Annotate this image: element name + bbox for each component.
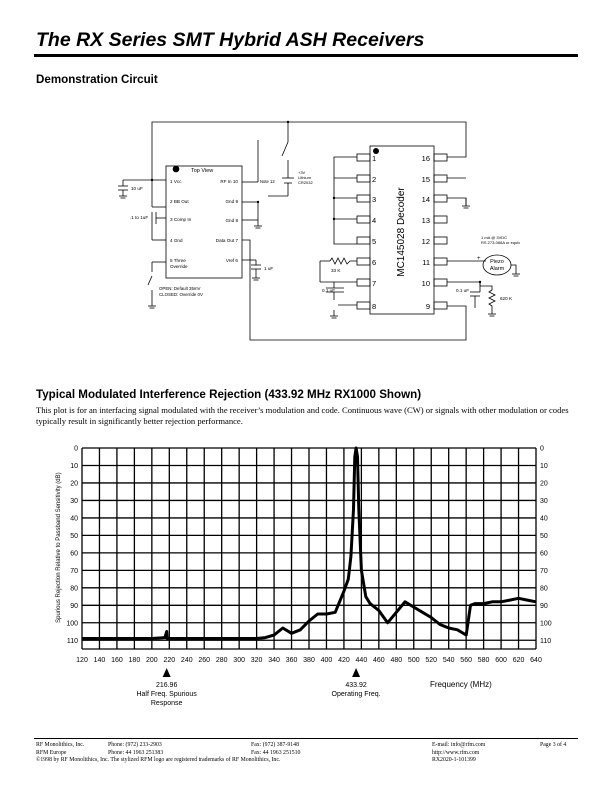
decoder-pin-5: 5 — [372, 237, 377, 246]
y-tick-label-right: 40 — [540, 515, 548, 523]
y-tick-label: 30 — [70, 497, 78, 505]
decoder-pin-12: 12 — [421, 237, 430, 246]
pin-vref: Vref 6 — [225, 258, 238, 263]
x-tick-label: 240 — [180, 657, 193, 664]
y-tick-label: 110 — [66, 637, 78, 645]
piezo-label-2: Alarm — [489, 266, 505, 272]
note-label: Note 12 — [260, 179, 275, 184]
footer-fax — [251, 742, 300, 757]
piezo-label-1: Piezo — [490, 259, 504, 265]
alarm-spec-2: RS 273-068A or equiv — [481, 240, 521, 245]
x-tick-label: 580 — [477, 657, 490, 664]
footer-company-2: RFM Europe — [36, 749, 67, 756]
c4-label: 0.1 uF — [456, 288, 470, 293]
battery-label-2: Lithium — [298, 175, 311, 180]
chart-description: This plot is for an interfacing signal modulated with the receiver’s modulation and code. Continuous wave (CW) or signals with other modulation or codes typically result in significantly better rejection performance. — [36, 405, 569, 426]
y-tick-label-right: 50 — [540, 532, 548, 540]
pin-vcc: 1 Vcc — [170, 179, 182, 184]
x-tick-label: 460 — [373, 657, 385, 664]
y-tick-label: 60 — [70, 550, 78, 558]
pin-bb-out: 2 BB Out — [170, 199, 189, 204]
r1-label: 33 K — [331, 268, 341, 273]
r2-label: 620 K — [500, 296, 513, 301]
x-tick-label: 220 — [163, 657, 176, 664]
x-tick-label: 500 — [407, 657, 420, 664]
x-tick-label: 640 — [530, 657, 542, 664]
x-tick-label: 300 — [233, 657, 245, 664]
cap-10uf-label: 10 uF — [131, 186, 143, 191]
y-ticks-left — [66, 446, 78, 645]
footer-copyright: ©1998 by RF Monolithics, Inc. The stylized RFM logo are registered trademarks of RF Monolithics, Inc. — [36, 757, 281, 763]
battery-label-1: +3V — [298, 170, 306, 175]
pin-gnd8: Gnd 8 — [225, 218, 238, 223]
pin-gnd: 4 Gnd — [170, 238, 183, 243]
pin-rf-in: RF In 10 — [220, 179, 238, 184]
pin-override: Override — [170, 264, 188, 269]
top-view-label: Top View — [191, 168, 214, 174]
x-tick-label: 480 — [390, 657, 403, 664]
x-ticks — [76, 657, 542, 664]
decoder-pin-1: 1 — [372, 154, 377, 163]
vref-cap-label: 1 uF — [264, 266, 274, 271]
x-tick-label: 360 — [285, 657, 298, 664]
y-tick-label-right: 110 — [540, 637, 552, 645]
x-tick-label: 400 — [320, 657, 333, 664]
x-tick-label: 520 — [425, 657, 438, 664]
closed-label: CLOSED: Override 0V — [159, 292, 203, 297]
footer-page: Page 3 of 4 — [540, 742, 567, 748]
annotation-label: Response — [150, 700, 183, 707]
footer-contact — [432, 742, 485, 765]
annotation-arrow — [352, 668, 360, 677]
x-tick-label: 380 — [303, 657, 315, 664]
y-tick-label: 100 — [66, 620, 78, 628]
y-tick-label: 70 — [70, 567, 78, 575]
pin-three: 5 Three — [170, 258, 186, 263]
pin-gnd9: Gnd 9 — [225, 199, 238, 204]
y-tick-label-right: 100 — [540, 620, 552, 628]
y-tick-label-right: 70 — [540, 567, 548, 575]
footer-rule — [34, 738, 578, 739]
annotation-value: 216.96 — [155, 682, 178, 689]
pin-comp-in: 3 Comp In — [170, 217, 192, 222]
c3-label: 0.1 uF — [322, 288, 336, 293]
y-tick-label: 0 — [74, 445, 78, 453]
decoder-pin-9: 9 — [425, 302, 430, 311]
footer-fax-2: Fax: 44 1963 251510 — [251, 749, 301, 756]
x-tick-label: 260 — [198, 657, 211, 664]
x-axis-label: Frequency (MHz) — [430, 680, 492, 689]
y-tick-label-right: 30 — [540, 497, 548, 505]
decoder-pin-8: 8 — [372, 302, 377, 311]
y-tick-label: 50 — [70, 532, 78, 540]
y-tick-label: 80 — [70, 585, 78, 593]
footer-company-1: RF Monolithics, Inc. — [36, 742, 85, 748]
decoder-pin-16: 16 — [421, 154, 430, 163]
x-tick-label: 620 — [512, 657, 525, 664]
footer-phone — [108, 742, 163, 757]
footer-email[interactable]: E-mail: info@rfm.com — [432, 742, 486, 748]
x-tick-label: 120 — [76, 657, 88, 664]
y-tick-label: 20 — [70, 480, 78, 488]
rejection-chart — [0, 438, 612, 720]
x-tick-label: 340 — [268, 657, 280, 664]
schematic — [0, 0, 612, 345]
footer-web[interactable]: http://www.rfm.com — [432, 749, 480, 756]
y-tick-label-right: 0 — [540, 445, 544, 453]
x-tick-label: 560 — [460, 657, 472, 664]
decoder-pin-11: 11 — [422, 258, 430, 267]
footer-phone-1: Phone: (972) 233-2903 — [108, 742, 162, 748]
annotation-value: 433.92 — [345, 682, 367, 689]
decoder-pin-6: 6 — [372, 258, 377, 267]
open-label: OPEN: Default 35mV — [159, 286, 201, 291]
x-tick-label: 140 — [93, 657, 106, 664]
y-tick-label-right: 80 — [540, 585, 548, 593]
footer-fax-1: Fax: (972) 387-9148 — [251, 742, 299, 748]
decoder-pin-3: 3 — [372, 195, 377, 204]
decoder-pin-13: 13 — [421, 216, 430, 225]
x-tick-label: 160 — [111, 657, 123, 664]
x-tick-label: 320 — [250, 657, 263, 664]
annotation-label: Half Freq. Spurious — [136, 691, 197, 698]
decoder-name: MC145028 Decoder — [396, 187, 407, 277]
x-tick-label: 180 — [128, 657, 141, 664]
annotation-arrow — [163, 668, 171, 677]
x-tick-label: 200 — [146, 657, 158, 664]
circuit-heading: Demonstration Circuit — [36, 73, 158, 86]
decoder-pin-10: 10 — [421, 279, 430, 288]
decoder-pin-2: 2 — [372, 175, 377, 184]
x-tick-label: 280 — [215, 657, 228, 664]
y-tick-label-right: 90 — [540, 602, 548, 610]
x-tick-label: 440 — [355, 657, 368, 664]
piezo-plus: + — [477, 256, 481, 262]
decoder-pin-4: 4 — [372, 216, 377, 225]
y-ticks-right — [540, 446, 552, 645]
footer-doc-number: RX2020-1-101399 — [432, 757, 476, 764]
x-tick-label: 420 — [338, 657, 350, 664]
y-tick-label: 90 — [70, 602, 78, 610]
y-tick-label: 10 — [70, 462, 78, 470]
footer-phone-2: Phone: 44 1963 251383 — [108, 749, 164, 756]
x-tick-label: 600 — [495, 657, 507, 664]
annotation-label: Operating Freq. — [331, 691, 381, 698]
alarm-spec-1: 1 mA @ 3VDC — [481, 235, 508, 240]
y-axis-label: Spurious Rejection Relative to Passband Sensitivity (dB) — [56, 472, 62, 623]
decoder-pin-7: 7 — [372, 279, 377, 288]
chart-annotations — [136, 668, 380, 707]
y-tick-label-right: 10 — [540, 462, 548, 470]
y-tick-label: 40 — [70, 515, 78, 523]
chart-heading: Typical Modulated Interference Rejection (433.92 MHz RX1000 Shown) — [36, 388, 422, 401]
cap-comp-label: .1 to 1uF — [130, 215, 149, 220]
y-tick-label-right: 60 — [540, 550, 548, 558]
decoder-pin-15: 15 — [421, 175, 430, 184]
y-tick-label-right: 20 — [540, 480, 548, 488]
x-tick-label: 540 — [442, 657, 455, 664]
decoder-pin-14: 14 — [421, 195, 430, 204]
pin-data-out: Data Out 7 — [215, 238, 238, 243]
battery-label-3: CR2032 — [298, 180, 313, 185]
footer-company — [36, 742, 84, 757]
page-title: The RX Series SMT Hybrid ASH Receivers — [36, 29, 425, 51]
